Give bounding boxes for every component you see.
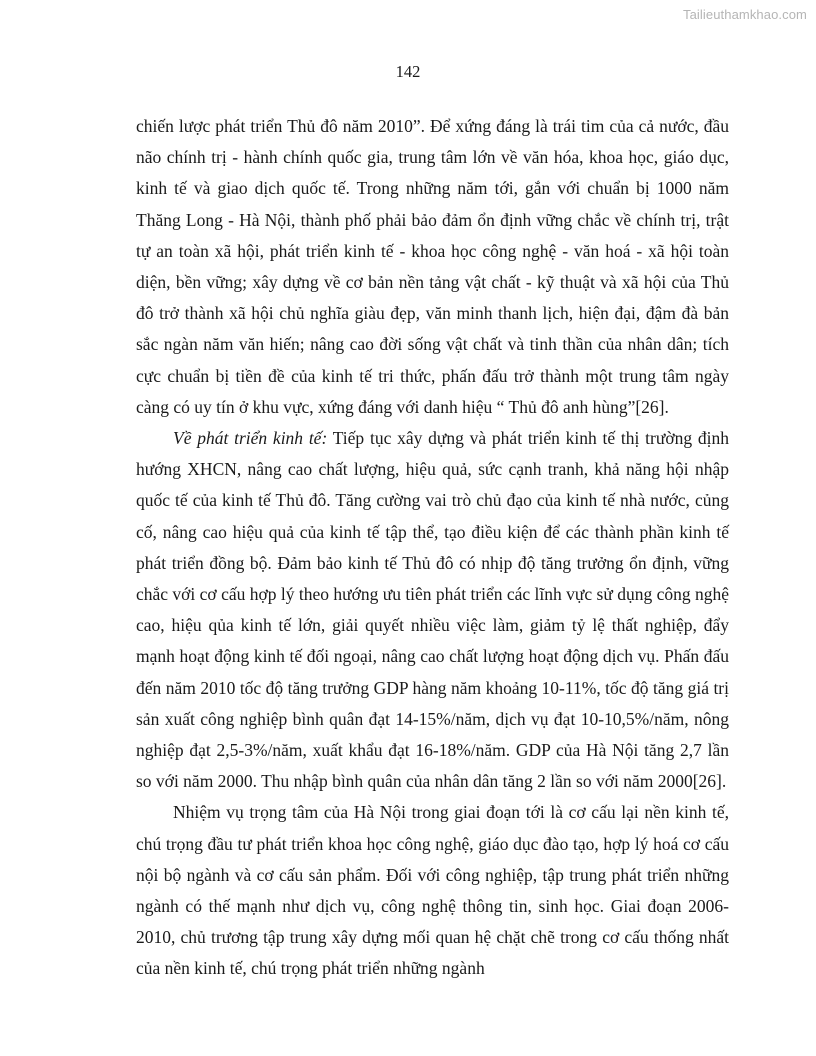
paragraph-text: Nhiệm vụ trọng tâm của Hà Nội trong giai đoạn tới là cơ cấu lại nền kinh tế, chú trọng đầu tư phát triển khoa học công nghệ, giáo dục đào tạo, hợp lý hoá cơ cấu nội bộ ngành và cơ cấu sản phẩm. Đối với công nghiệp, tập trung phát triển những ngành có thế mạnh như dịch vụ, công nghệ thông tin, sinh học. Giai đoạn 2006-2010, chủ trương tập trung xây dựng mối quan hệ chặt chẽ trong cơ cấu thống nhất của nền kinh tế, chú trọng phát triển những ngành bbox=[136, 802, 729, 979]
paragraph-strategy-continuation bbox=[136, 111, 729, 423]
document-body bbox=[136, 111, 729, 985]
paragraph-lead-heading: Về phát triển kinh tế: bbox=[173, 428, 328, 449]
watermark: Tailieuthamkhao.com bbox=[682, 7, 807, 22]
paragraph-text: Tiếp tục xây dựng và phát triển kinh tế thị trường định hướng XHCN, nâng cao chất lượng, hiệu quả, sức cạnh tranh, khả năng hội nhập quốc tế của kinh tế Thủ đô. Tăng cường vai trò chủ đạo của kinh tế nhà nước, củng cố, nâng cao hiệu quả của kinh tế tập thể, tạo điều kiện để các thành phần kinh tế phát triển đồng bộ. Đảm bảo kinh tế Thủ đô có nhịp độ tăng trưởng ổn định, vững chắc với cơ cấu hợp lý theo hướng ưu tiên phát triển các lĩnh vực sử dụng công nghệ cao, hiệu qủa kinh tế lớn, giải quyết nhiều việc làm, giảm tỷ lệ thất nghiệp, đẩy mạnh hoạt động kinh tế đối ngoại, nâng cao chất lượng hoạt động dịch vụ. Phấn đấu đến năm 2010 tốc độ tăng trưởng GDP hàng năm khoảng 10-11%, tốc độ tăng giá trị sản xuất công nghiệp bình quân đạt 14-15%/năm, dịch vụ đạt 10-10,5%/năm, nông nghiệp đạt 2,5-3%/năm, xuất khẩu đạt 16-18%/năm. GDP của Hà Nội tăng 2,7 lần so với năm 2000. Thu nhập bình quân của nhân dân tăng 2 lần so với năm 2000[26]. bbox=[136, 428, 729, 792]
page-number: 142 bbox=[395, 62, 421, 81]
paragraph-text: chiến lược phát triển Thủ đô năm 2010”. Để xứng đáng là trái tim của cả nước, đầu não chính trị - hành chính quốc gia, trung tâm lớn về văn hóa, khoa học, giáo dục, kinh tế và giao dịch quốc tế. Trong những năm tới, gắn với chuẩn bị 1000 năm Thăng Long - Hà Nội, thành phố phải bảo đảm ổn định vững chắc về chính trị, trật tự an toàn xã hội, phát triển kinh tế - khoa học công nghệ - văn hoá - xã hội toàn diện, bền vững; xây dựng về cơ bản nền tảng vật chất - kỹ thuật và xã hội của Thủ đô trở thành xã hội chủ nghĩa giàu đẹp, văn minh thanh lịch, hiện đại, đậm đà bản sắc ngàn năm văn hiến; nâng cao đời sống vật chất và tinh thần của nhân dân; tích cực chuẩn bị tiền đề của kinh tế tri thức, phấn đấu trở thành một trung tâm ngày càng có uy tín ở khu vực, xứng đáng với danh hiệu “ Thủ đô anh hùng”[26]. bbox=[136, 116, 729, 417]
paragraph-economic-development bbox=[136, 423, 729, 797]
paragraph-key-tasks bbox=[136, 797, 729, 984]
